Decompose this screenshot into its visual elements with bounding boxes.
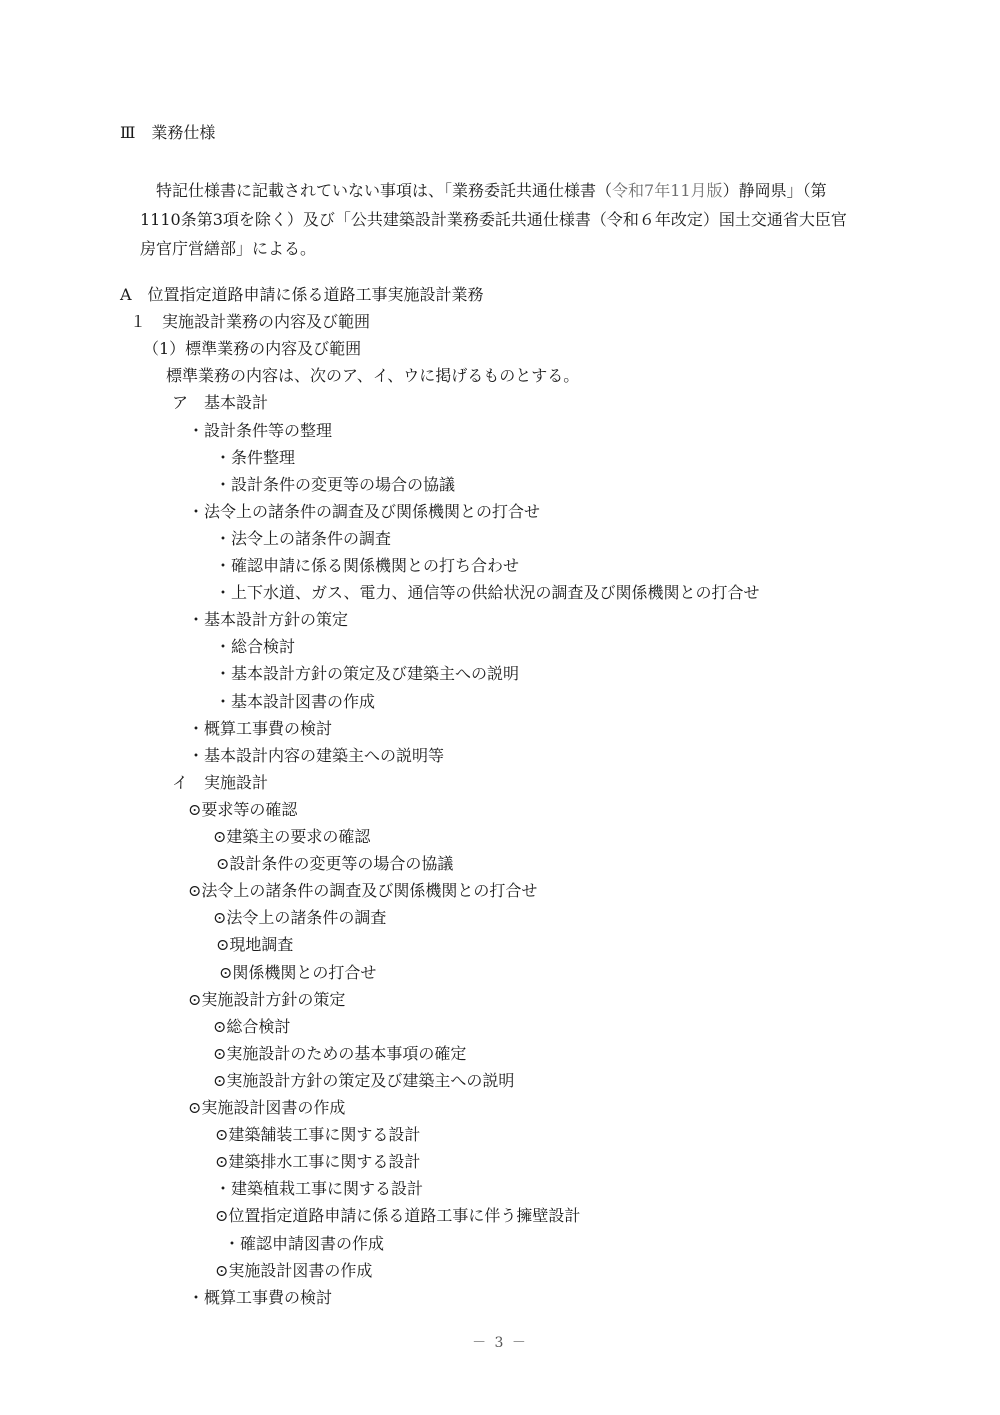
outline-item: ・基本設計方針の策定及び建築主への説明	[215, 664, 520, 684]
intro-edition: 令和7年11月版	[612, 181, 723, 200]
outline-item: ・確認申請図書の作成	[224, 1233, 385, 1253]
outline-item: ・法令上の諸条件の調査及び関係機関との打合せ	[188, 501, 541, 521]
outline-item: ・設計条件の変更等の場合の協議	[215, 474, 456, 494]
outline-item: ・基本設計方針の策定	[188, 610, 349, 630]
section-title: Ⅲ 業務仕様	[120, 123, 216, 142]
intro-text-part2: ）静岡県」（第1110条第3項を除く）及び「公共建築設計業務委託共通仕様書（令和６年改定）国土交通省大臣官房官庁営繕部」による。	[140, 181, 847, 258]
intro-paragraph	[140, 176, 852, 263]
outline-item: ・基本設計内容の建築主への説明等	[188, 745, 445, 765]
intro-text-part1: 特記仕様書に記載されていない事項は、「業務委託共通仕様書（	[156, 181, 613, 200]
outline-item: ・概算工事費の検討	[188, 718, 333, 738]
outline-item: ⊙実施設計方針の策定及び建築主への説明	[213, 1070, 515, 1090]
outline-item: ・上下水道、ガス、電力、通信等の供給状況の調査及び関係機関との打合せ	[215, 583, 760, 603]
page-number: － 3 －	[472, 1335, 528, 1351]
outline-item: 標準業務の内容は、次のア、イ、ウに掲げるものとする。	[166, 366, 580, 386]
outline-item: ⊙現地調査	[216, 935, 294, 955]
outline-item: ⊙建築舗装工事に関する設計	[215, 1125, 421, 1145]
outline-item: ⊙総合検討	[213, 1016, 291, 1036]
outline-item: ・条件整理	[215, 447, 296, 467]
outline-item: ・総合検討	[215, 637, 296, 657]
outline-item: ⊙設計条件の変更等の場合の協議	[216, 854, 454, 874]
outline-item: ⊙要求等の確認	[188, 799, 298, 819]
outline-item: （1）標準業務の内容及び範囲	[143, 339, 362, 359]
outline-item: ⊙法令上の諸条件の調査及び関係機関との打合せ	[188, 881, 538, 901]
outline-item: ⊙実施設計のための基本事項の確定	[213, 1043, 467, 1063]
outline-item: ・基本設計図書の作成	[215, 691, 376, 711]
outline-item: ⊙実施設計図書の作成	[188, 1098, 346, 1117]
outline-item: ア 基本設計	[172, 393, 269, 413]
outline-item: ⊙実施設計図書の作成	[215, 1260, 373, 1280]
outline-item: A 位置指定道路申請に係る道路工事実施設計業務	[120, 285, 484, 304]
outline-item: ・法令上の諸条件の調査	[215, 528, 392, 548]
outline-item: ・設計条件等の整理	[188, 420, 333, 440]
outline-item: ⊙関係機関との打合せ	[219, 962, 377, 982]
outline-item: ・概算工事費の検討	[188, 1287, 333, 1307]
outline-item: ⊙建築主の要求の確認	[213, 827, 371, 846]
outline-item: ・確認申請に係る関係機関との打ち合わせ	[215, 556, 520, 575]
outline-item: ⊙位置指定道路申請に係る道路工事に伴う擁壁設計	[215, 1206, 581, 1226]
outline-item: ⊙建築排水工事に関する設計	[215, 1152, 421, 1172]
outline-item: ・建築植栽工事に関する設計	[215, 1179, 424, 1199]
outline-item: ⊙法令上の諸条件の調査	[213, 908, 387, 928]
outline-item: イ 実施設計	[172, 772, 269, 792]
outline-item: １ 実施設計業務の内容及び範囲	[130, 312, 371, 332]
outline-item: ⊙実施設計方針の策定	[188, 989, 346, 1009]
